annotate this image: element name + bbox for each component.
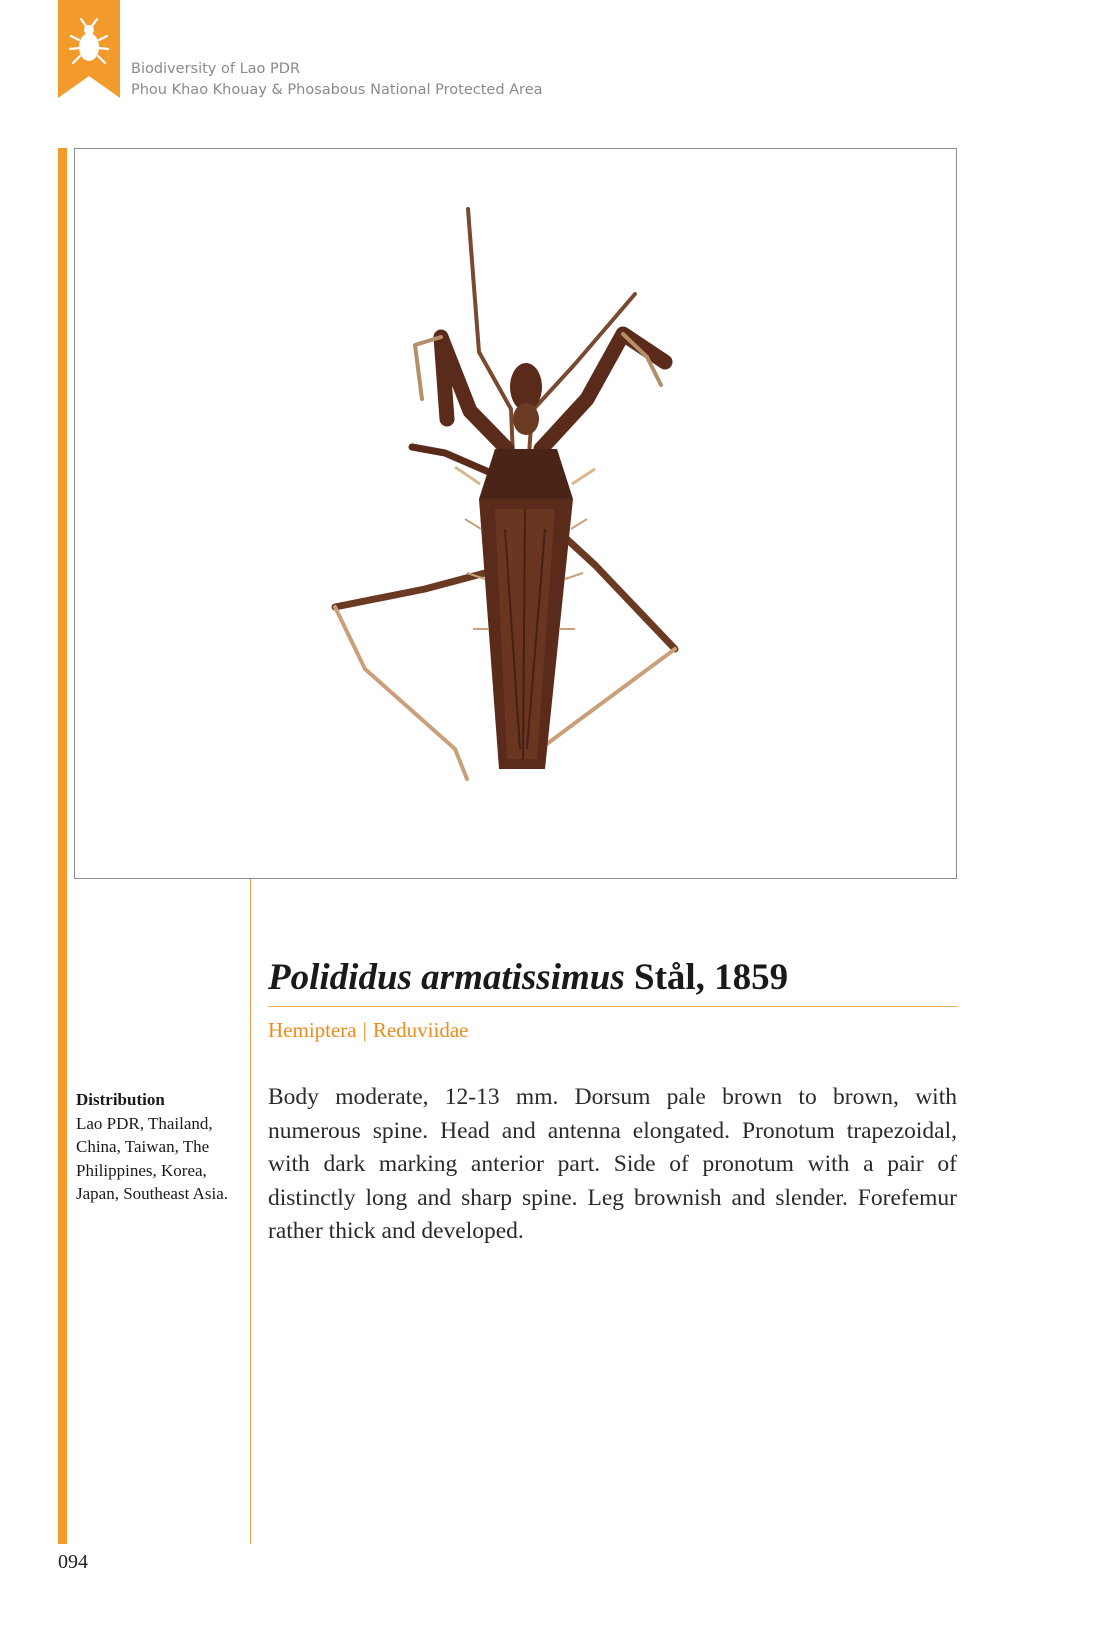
distribution-block	[76, 1088, 248, 1206]
book-title: Biodiversity of Lao PDR	[131, 61, 301, 77]
header-bookmark	[58, 0, 120, 98]
family-name: Reduviidae	[372, 1018, 469, 1042]
taxonomy-separator: |	[362, 1018, 367, 1042]
distribution-text: Lao PDR, Thailand, China, Taiwan, The Philippines, Korea, Japan, Southeast Asia.	[76, 1113, 229, 1203]
taxonomy-line	[268, 1018, 468, 1043]
page-number: 094	[58, 1551, 88, 1573]
header-text	[131, 59, 543, 101]
orange-side-bar	[58, 148, 67, 1544]
assassin-bug-illustration	[75, 149, 956, 878]
scientific-name: Polididus armatissimus	[268, 957, 625, 998]
species-authority: Stål, 1859	[634, 957, 789, 998]
specimen-photo	[74, 148, 957, 879]
species-title	[268, 956, 788, 999]
title-rule	[268, 1006, 957, 1007]
book-subtitle: Phou Khao Khouay & Phosabous National Protected Area	[131, 82, 543, 98]
column-divider	[250, 879, 251, 1544]
species-description: Body moderate, 12-13 mm. Dorsum pale brown to brown, with numerous spine. Head and antenna elongated. Pronotum trapezoidal, with dark marking anterior part. Side of pronotum with a pair of distinctly long and sharp spine. Leg brownish and slender. Forefemur rather thick and developed.	[268, 1084, 957, 1244]
order-name: Hemiptera	[268, 1018, 357, 1042]
distribution-label: Distribution	[76, 1090, 165, 1109]
bookmark-ribbon	[58, 0, 120, 98]
